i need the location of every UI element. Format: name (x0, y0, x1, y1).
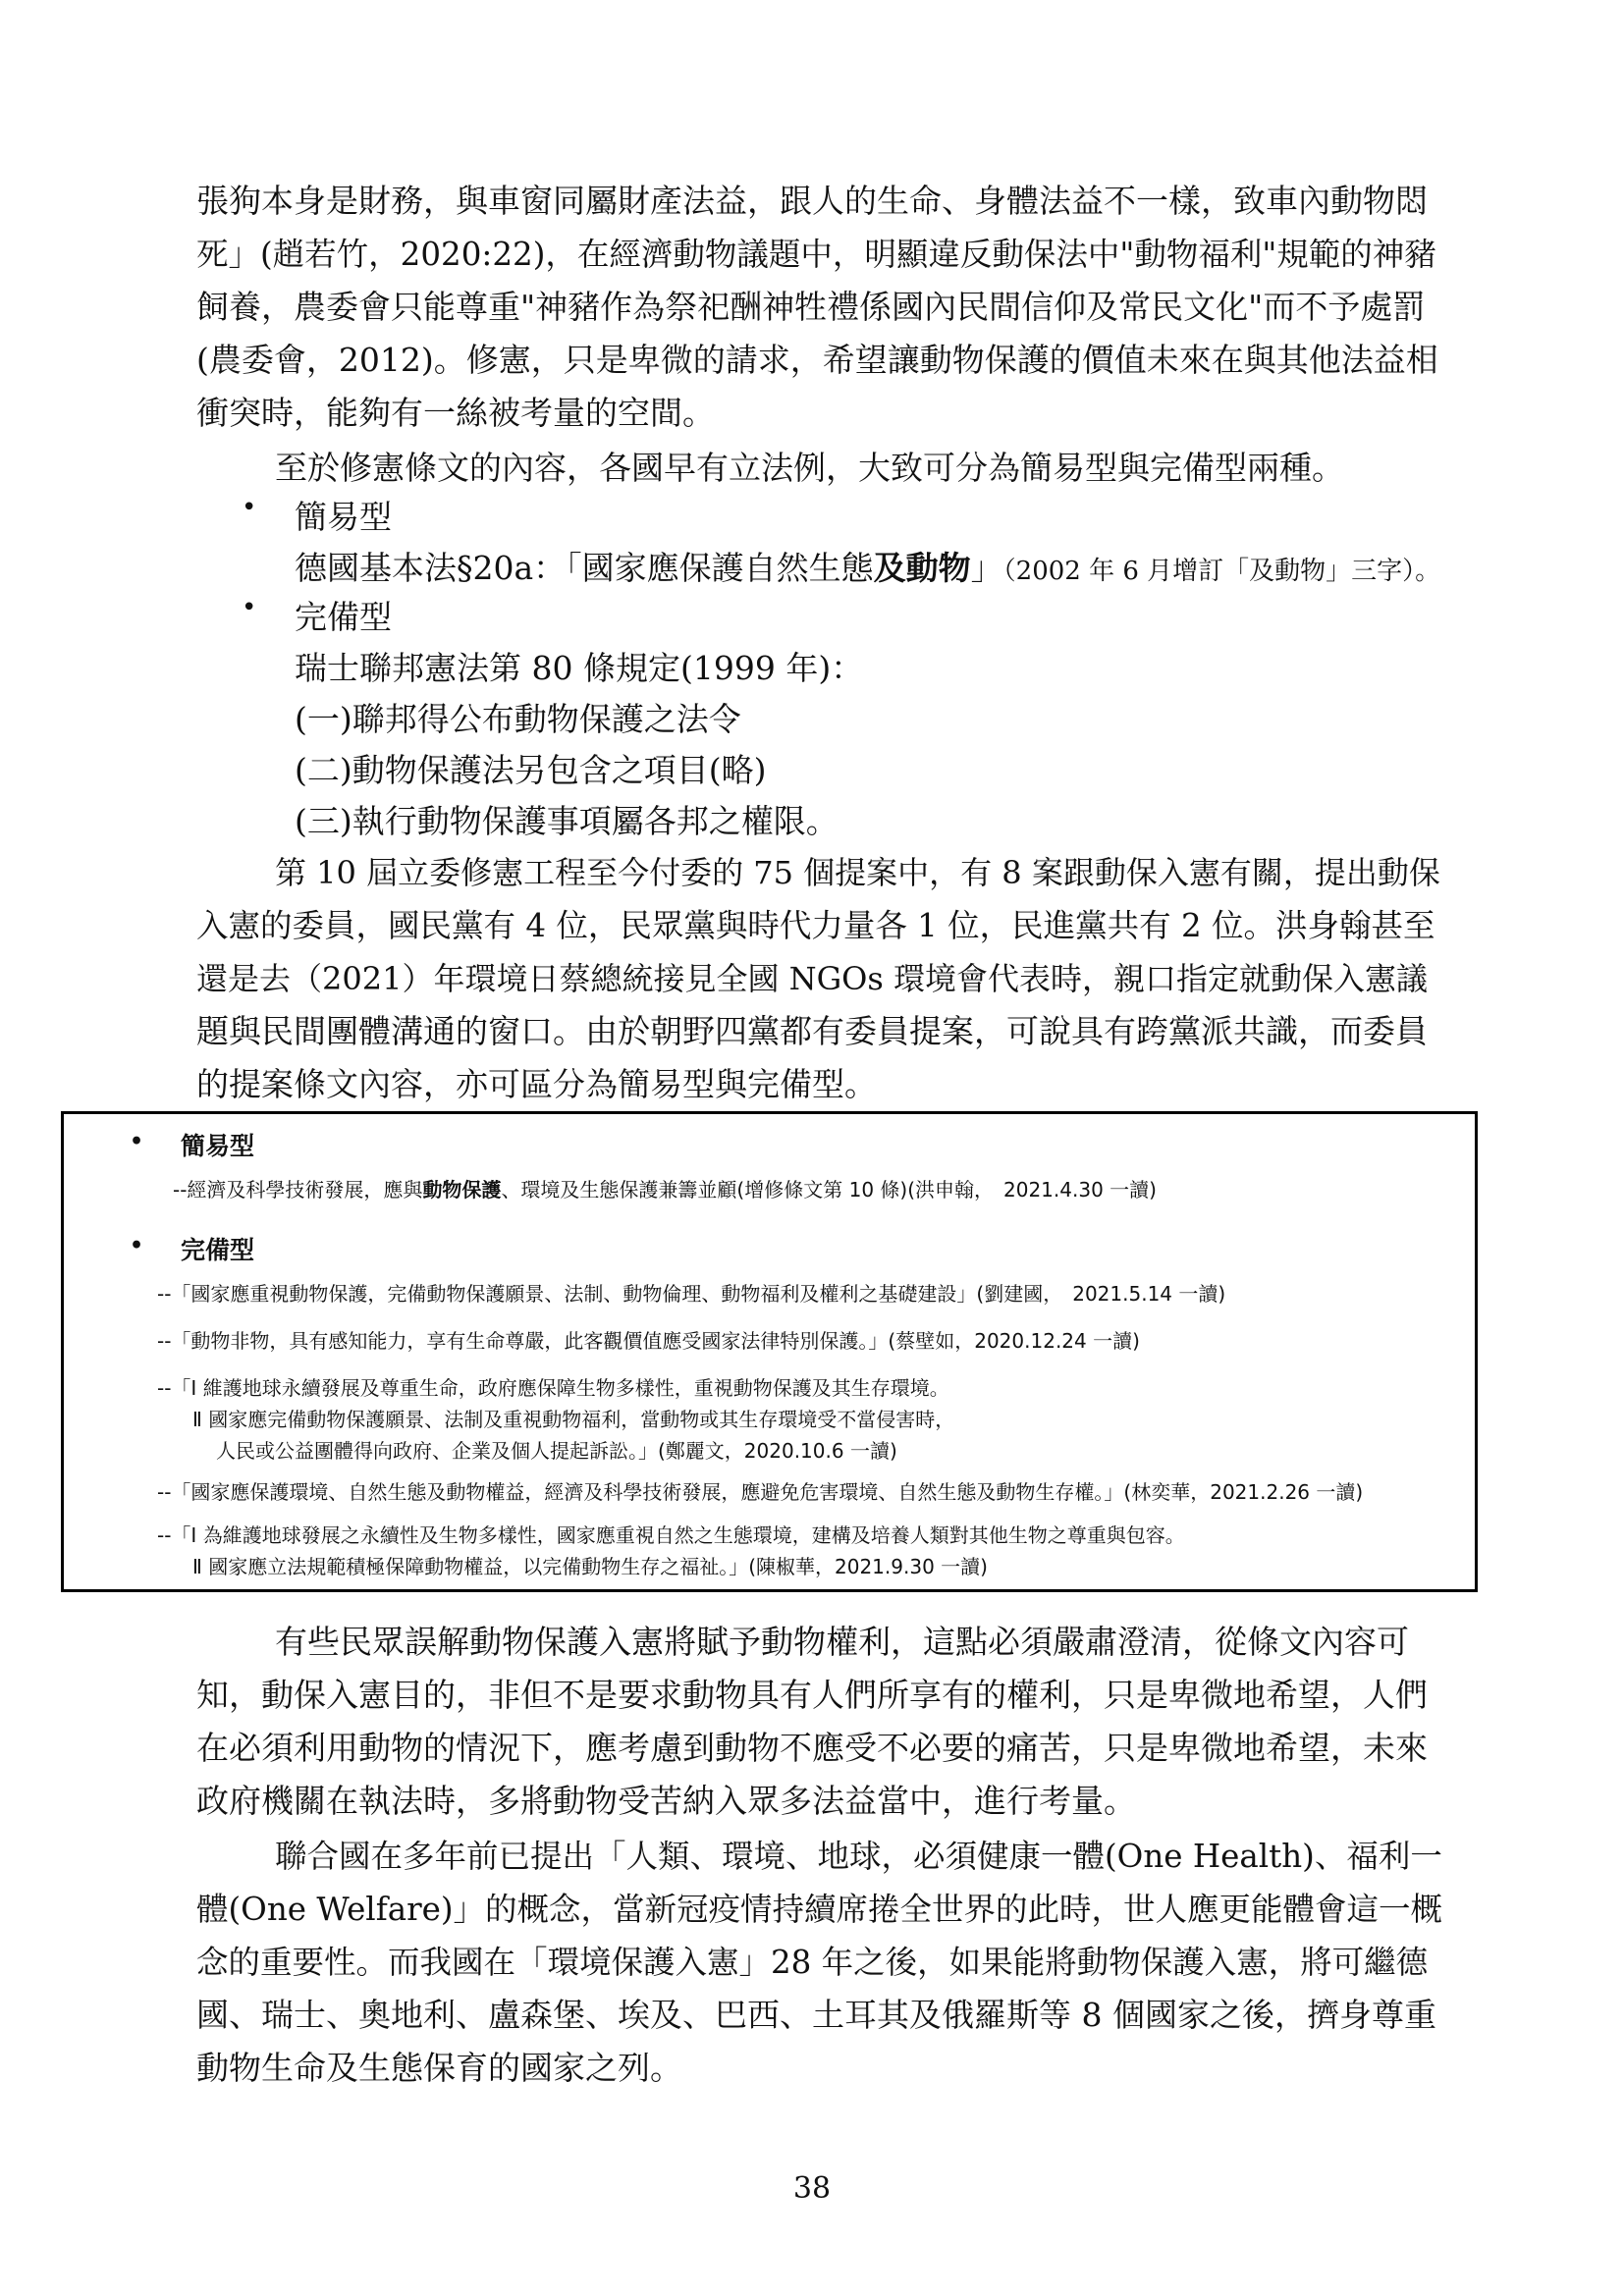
bullet-title-full: 完備型 (295, 598, 392, 636)
paragraph-line: 衝突時，能夠有一絲被考量的空間。 (196, 394, 715, 432)
box-item: --「國家應保護環境、自然生態及動物權益，經濟及科學技術發展，應避免危害環境、自然生態及動物生存權。」(林奕華，2021.2.26 一讀) (157, 1480, 1364, 1504)
bullet-icon: • (130, 1233, 144, 1258)
page-number: 38 (792, 2171, 832, 2206)
full-type-line: 瑞士聯邦憲法第 80 條規定(1999 年)： (295, 649, 864, 687)
full-type-line: (一)聯邦得公布動物保護之法令 (295, 700, 741, 738)
paragraph-line: 知，動保入憲目的，非但不是要求動物具有人們所享有的權利，只是卑微地希望，人們 (196, 1676, 1428, 1714)
paragraph-line: 聯合國在多年前已提出「人類、環境、地球，必須健康一體(One Health)、福利一 (275, 1838, 1442, 1875)
paragraph-line: (農委會，2012)。修憲，只是卑微的請求，希望讓動物保護的價值未來在與其他法益相 (196, 341, 1438, 379)
paragraph-line: 題與民間團體溝通的窗口。由於朝野四黨都有委員提案，可說具有跨黨派共識，而委員 (196, 1012, 1428, 1050)
box-item: --「國家應重視動物保護，完備動物保護願景、法制、動物倫理、動物福利及權利之基礎建設」(劉建國， 2021.5.14 一讀) (157, 1282, 1226, 1306)
full-type-line: (三)執行動物保護事項屬各邦之權限。 (295, 802, 839, 840)
paragraph-line: 動物生命及生態保育的國家之列。 (196, 2049, 682, 2087)
paragraph-line: 在必須利用動物的情況下，應考慮到動物不應受不必要的痛苦，只是卑微地希望，未來 (196, 1729, 1428, 1767)
box-item: --「動物非物，具有感知能力，享有生命尊嚴，此客觀價值應受國家法律特別保護。」(蔡壁如，2020.12.24 一讀) (157, 1329, 1140, 1353)
bullet-icon: • (130, 1129, 144, 1154)
paragraph-line: 的提案條文內容，亦可區分為簡易型與完備型。 (196, 1065, 877, 1103)
paragraph-line: 體(One Welfare)」的概念，當新冠疫情持續席捲全世界的此時，世人應更能體會這一概 (196, 1891, 1443, 1928)
paragraph-line: 念的重要性。而我國在「環境保護入憲」28 年之後，如果能將動物保護入憲，將可繼德 (196, 1944, 1429, 1981)
box-item: 人民或公益團體得向政府、企業及個人提起訴訟。」(鄭麗文，2020.10.6 一讀) (216, 1439, 897, 1463)
box-title-full: 完備型 (181, 1236, 255, 1264)
paragraph-line: 第 10 屆立委修憲工程至今付委的 75 個提案中，有 8 案跟動保入憲有關，提出動保 (275, 854, 1440, 891)
simple-type-text: 德國基本法§20a：「國家應保護自然生態及動物」（2002 年 6 月增訂「及動物」三字）。 (295, 549, 1441, 587)
box-item: Ⅱ 國家應立法規範積極保障動物權益，以完備動物生存之福祉。」(陳椒華，2021.9.30 一讀) (192, 1555, 988, 1578)
paragraph-line: 還是去（2021）年環境日蔡總統接見全國 NGOs 環境會代表時，親口指定就動保入憲議 (196, 960, 1429, 997)
paragraph-line: 入憲的委員，國民黨有 4 位，民眾黨與時代力量各 1 位，民進黨共有 2 位。洪身翰甚至 (196, 907, 1435, 944)
box-item: Ⅱ 國家應完備動物保護願景、法制及重視動物福利，當動物或其生存環境受不當侵害時， (192, 1408, 955, 1431)
bullet-icon: • (242, 593, 257, 622)
box-title-simple: 簡易型 (181, 1132, 255, 1160)
paragraph-line: 至於修憲條文的內容，各國早有立法例，大致可分為簡易型與完備型兩種。 (275, 449, 1344, 487)
box-item: --「I 為維護地球發展之永續性及生物多樣性，國家應重視自然之生態環境，建構及培養人類對其他生物之尊重與包容。 (157, 1523, 1185, 1547)
bullet-title-simple: 簡易型 (295, 498, 392, 536)
bullet-icon: • (242, 493, 257, 522)
box-item-simple: --經濟及科學技術發展，應與動物保護、環境及生態保護兼籌並顧(增修條文第 10 條)(洪申翰， 2021.4.30 一讀) (173, 1178, 1157, 1201)
box-item: --「I 維護地球永續發展及尊重生命，政府應保障生物多樣性，重視動物保護及其生存環境。 (157, 1376, 949, 1400)
full-type-line: (二)動物保護法另包含之項目(略) (295, 751, 767, 789)
paragraph-line: 飼養，農委會只能尊重"神豬作為祭祀酬神牲禮係國內民間信仰及常民文化"而不予處罰 (196, 288, 1426, 326)
paragraph-line: 死」(趙若竹，2020:22)，在經濟動物議題中，明顯違反動保法中"動物福利"規範的神豬 (196, 236, 1436, 273)
paragraph-line: 張狗本身是財務，與車窗同屬財產法益，跟人的生命、身體法益不一樣，致車內動物悶 (196, 182, 1428, 220)
paragraph-line: 政府機關在執法時，多將動物受苦納入眾多法益當中，進行考量。 (196, 1782, 1136, 1820)
paragraph-line: 有些民眾誤解動物保護入憲將賦予動物權利，這點必須嚴肅澄清，從條文內容可 (275, 1623, 1409, 1661)
paragraph-line: 國、瑞士、奧地利、盧森堡、埃及、巴西、土耳其及俄羅斯等 8 個國家之後，擠身尊重 (196, 1996, 1436, 2034)
